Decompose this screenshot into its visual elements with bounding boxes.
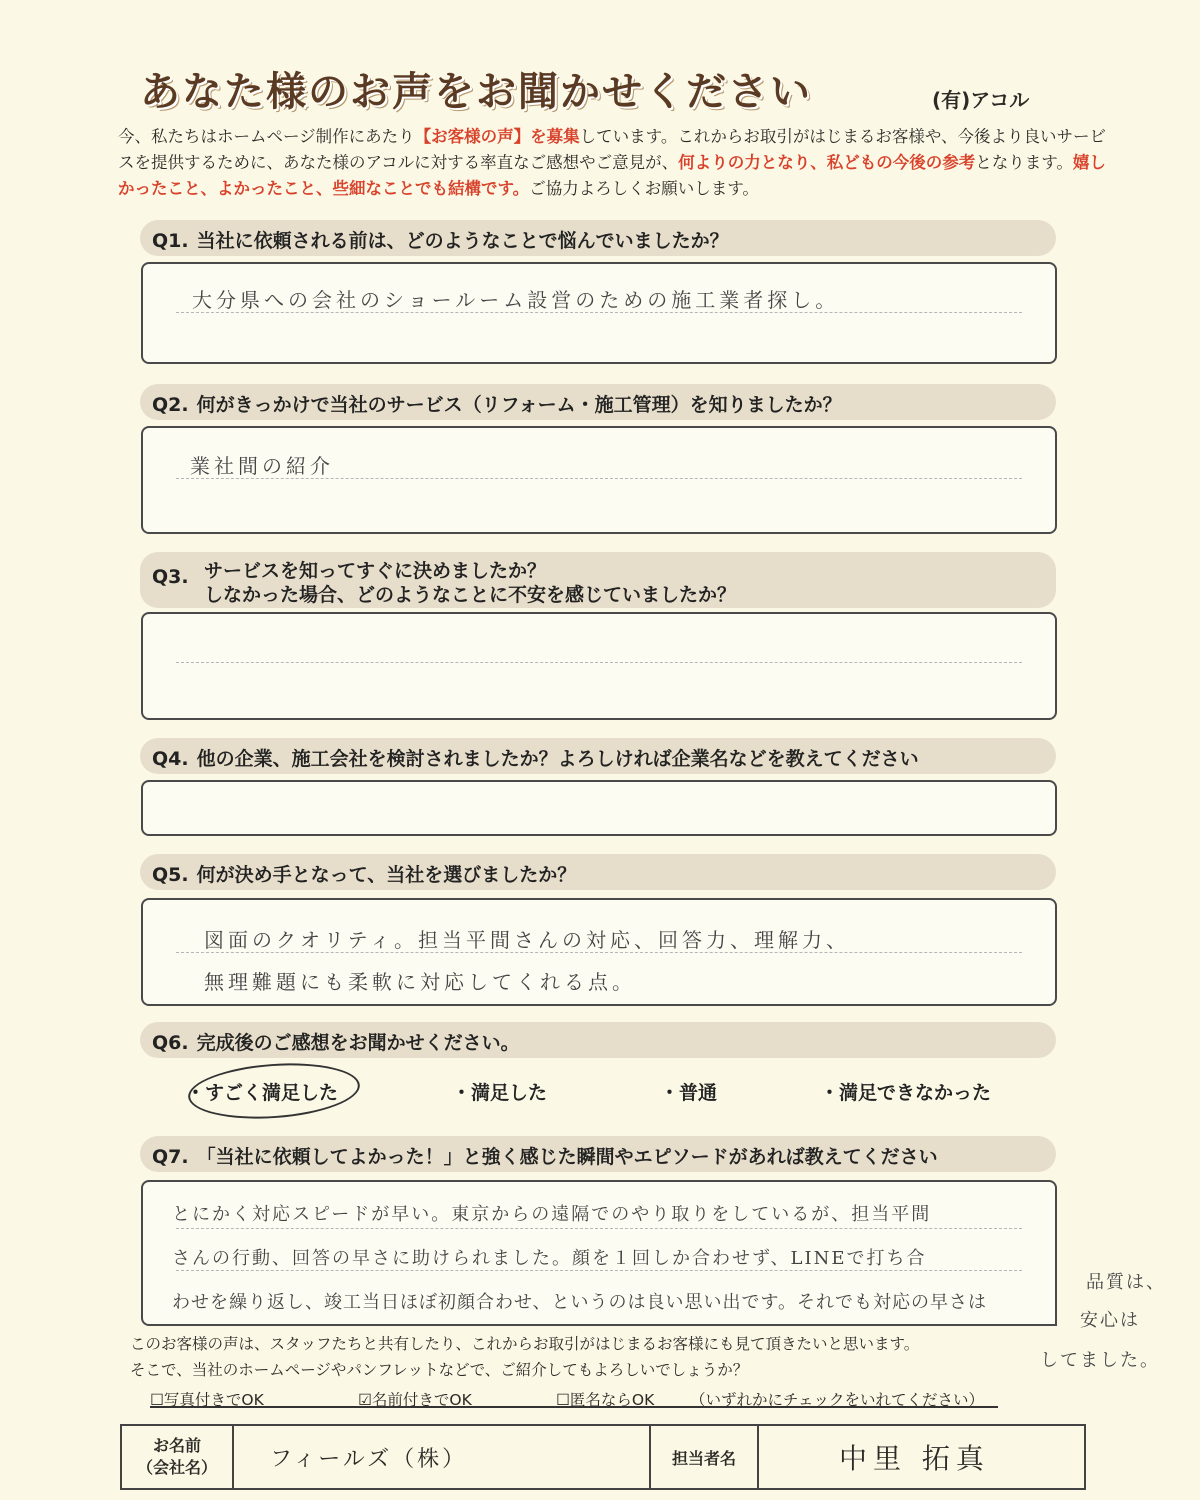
intro-segment: ご協力よろしくお願いします。 [529, 179, 759, 198]
intro-highlight: 【お客様の声】を募集 [414, 127, 580, 146]
name-field[interactable]: フィールズ（株） [233, 1425, 650, 1489]
q3-number: Q3. [152, 566, 189, 588]
q5-question: Q5. 何が決め手となって、当社を選びましたか？ [152, 864, 577, 886]
checkbox-photo-ok[interactable]: ☐写真付きでOK [150, 1391, 264, 1409]
q5-answer-line1: 図面のクオリティ。担当平間さんの対応、回答力、理解力、 [204, 928, 850, 952]
q7-answer-line1: とにかく対応スピードが早い。東京からの遠隔でのやり取りをしているが、担当平間 [172, 1204, 932, 1225]
consent-note: （いずれかにチェックをいれてください） [690, 1391, 985, 1409]
q3-question-line1: サービスを知ってすぐに決めましたか？ [204, 560, 547, 582]
option-neutral[interactable]: ・普通 [660, 1082, 718, 1104]
q7-margin-note-2: 安心は [1080, 1310, 1140, 1331]
q7-rule-1 [176, 1228, 1022, 1229]
q7-answer-line3: わせを繰り返し、竣工当日ほぼ初顔合わせ、というのは良い思い出です。それでも対応の早さは [172, 1292, 988, 1313]
name-label: お名前 （会社名） [121, 1425, 233, 1489]
q7-answer-line2: さんの行動、回答の早さに助けられました。顔を１回しか合わせず、LINEで打ち合 [172, 1248, 927, 1269]
q4-question: Q4. 他の企業、施工会社を検討されましたか？よろしければ企業名などを教えてください [152, 748, 919, 770]
company-name: (有)アコル [932, 88, 1030, 112]
q2-question: Q2. 何がきっかけで当社のサービス（リフォーム・施工管理）を知りましたか？ [152, 394, 842, 416]
page-title: あなた様のお声をお聞かせください [140, 68, 812, 115]
q4-answer-box[interactable] [141, 780, 1057, 836]
option-satisfied[interactable]: ・満足した [452, 1082, 548, 1104]
intro-segment: となります。 [975, 153, 1073, 172]
q3-answer-box[interactable] [141, 612, 1057, 720]
q7-margin-note-3: してました。 [1040, 1350, 1160, 1371]
q7-rule-2 [176, 1270, 1022, 1271]
staff-label: 担当者名 [650, 1425, 758, 1489]
q3-rule [176, 662, 1022, 663]
checkbox-anonymous-ok[interactable]: ☐匿名ならOK [556, 1391, 655, 1409]
staff-field[interactable]: 中里 拓真 [758, 1425, 1085, 1489]
consent-underline [150, 1406, 998, 1408]
q1-answer-text: 大分県への会社のショールーム設営のための施工業者探し。 [192, 288, 840, 312]
signature-table [120, 1424, 1086, 1490]
intro-highlight: 嬉しかったこと、よかったこと、些細なことでも結構です。 [118, 153, 1106, 198]
checkbox-name-ok[interactable]: ☑名前付きでOK [358, 1391, 472, 1409]
q7-question: Q7. 「当社に依頼してよかった！」と強く感じた瞬間やエピソードがあれば教えてください [152, 1146, 938, 1168]
intro-highlight: 何よりの力となり、私どもの今後の参考 [678, 153, 976, 172]
q2-answer-box[interactable] [141, 426, 1057, 534]
q7-margin-note-1: 品質は、 [1086, 1272, 1166, 1293]
intro-text [118, 124, 1118, 202]
consent-line1: このお客様の声は、スタッフたちと共有したり、これからお取引がはじまるお客様にも見て頂きたいと思います。 [130, 1335, 920, 1353]
intro-segment: 今、私たちはホームページ制作にあたり [118, 127, 415, 146]
q2-answer-text: 業社間の紹介 [190, 454, 334, 478]
option-unsatisfied[interactable]: ・満足できなかった [820, 1082, 992, 1104]
q1-question: Q1. 当社に依頼される前は、どのようなことで悩んでいましたか？ [152, 230, 729, 252]
option-very-satisfied[interactable]: ・すごく満足した [186, 1082, 339, 1104]
intro-segment: しています。これからお取引がはじまるお客様や、今後より良いサービスを提供するために、あなた様のアコルに対する率直なご感想やご意見が、 [118, 127, 1107, 172]
q1-answer-box[interactable] [141, 262, 1057, 364]
q5-answer-line2: 無理難題にも柔軟に対応してくれる点。 [204, 970, 636, 994]
q6-question: Q6. 完成後のご感想をお聞かせください。 [152, 1032, 520, 1054]
consent-line2: そこで、当社のホームページやパンフレットなどで、ご紹介してもよろしいでしょうか？ [130, 1361, 749, 1379]
q3-question-line2: しなかった場合、どのようなことに不安を感じていましたか？ [204, 584, 737, 606]
